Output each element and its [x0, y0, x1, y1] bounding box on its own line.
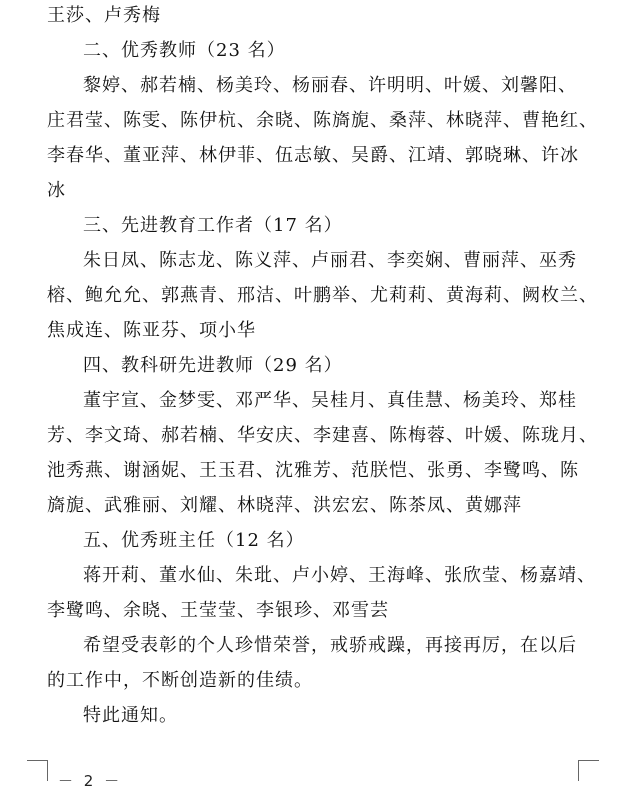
text-line: 朱日凤、陈志龙、陈义萍、卢丽君、李奕娴、曹丽萍、巫秀	[83, 250, 577, 271]
text-line: 焦成连、陈亚芬、项小华	[47, 320, 256, 341]
section-heading-excellent-teachers: 二、优秀教师（23 名）	[83, 40, 286, 61]
text-line: 李鹭鸣、余晓、王莹莹、李银珍、邓雪芸	[47, 600, 389, 621]
text-line: 榕、鲍允允、郭燕青、邢洁、叶鹏举、尤莉莉、黄海莉、阙枚兰、	[47, 285, 598, 306]
text-line: 芳、李文琦、郝若楠、华安庆、李建喜、陈梅蓉、叶媛、陈珑月、	[47, 425, 598, 446]
text-line: 庄君莹、陈雯、陈伊杭、余晓、陈旖旎、桑萍、林晓萍、曹艳红、	[47, 110, 598, 131]
text-line: 冰	[47, 180, 66, 201]
closing-paragraph-line: 的工作中，不断创造新的佳绩。	[47, 670, 313, 691]
section-heading-class-teachers: 五、优秀班主任（12 名）	[83, 530, 305, 551]
crop-mark-right	[578, 760, 599, 781]
text-line: 黎婷、郝若楠、杨美玲、杨丽春、许明明、叶媛、刘馨阳、	[83, 75, 577, 96]
text-line: 蒋开莉、董水仙、朱玭、卢小婷、王海峰、张欣莹、杨嘉靖、	[83, 565, 596, 586]
page-number: － 2 －	[58, 772, 123, 790]
text-line: 池秀燕、谢涵妮、王玉君、沈雅芳、范朕恺、张勇、李鹭鸣、陈	[47, 460, 579, 481]
text-line: 旖旎、武雅丽、刘耀、林晓萍、洪宏宏、陈茶凤、黄娜萍	[47, 495, 522, 516]
closing-paragraph-line: 希望受表彰的个人珍惜荣誉，戒骄戒躁，再接再厉，在以后	[83, 635, 577, 656]
text-line-teachers-tail: 王莎、卢秀梅	[47, 5, 161, 26]
text-line: 董宇宣、金梦雯、邓严华、吴桂月、真佳慧、杨美玲、郑桂	[83, 390, 577, 411]
section-heading-research-teachers: 四、教科研先进教师（29 名）	[83, 355, 343, 376]
closing-notice: 特此通知。	[83, 705, 178, 726]
section-heading-advanced-educators: 三、先进教育工作者（17 名）	[83, 215, 343, 236]
text-line: 李春华、董亚萍、林伊菲、伍志敏、吴爵、江靖、郭晓琳、许冰	[47, 145, 579, 166]
crop-mark-left	[27, 760, 48, 781]
